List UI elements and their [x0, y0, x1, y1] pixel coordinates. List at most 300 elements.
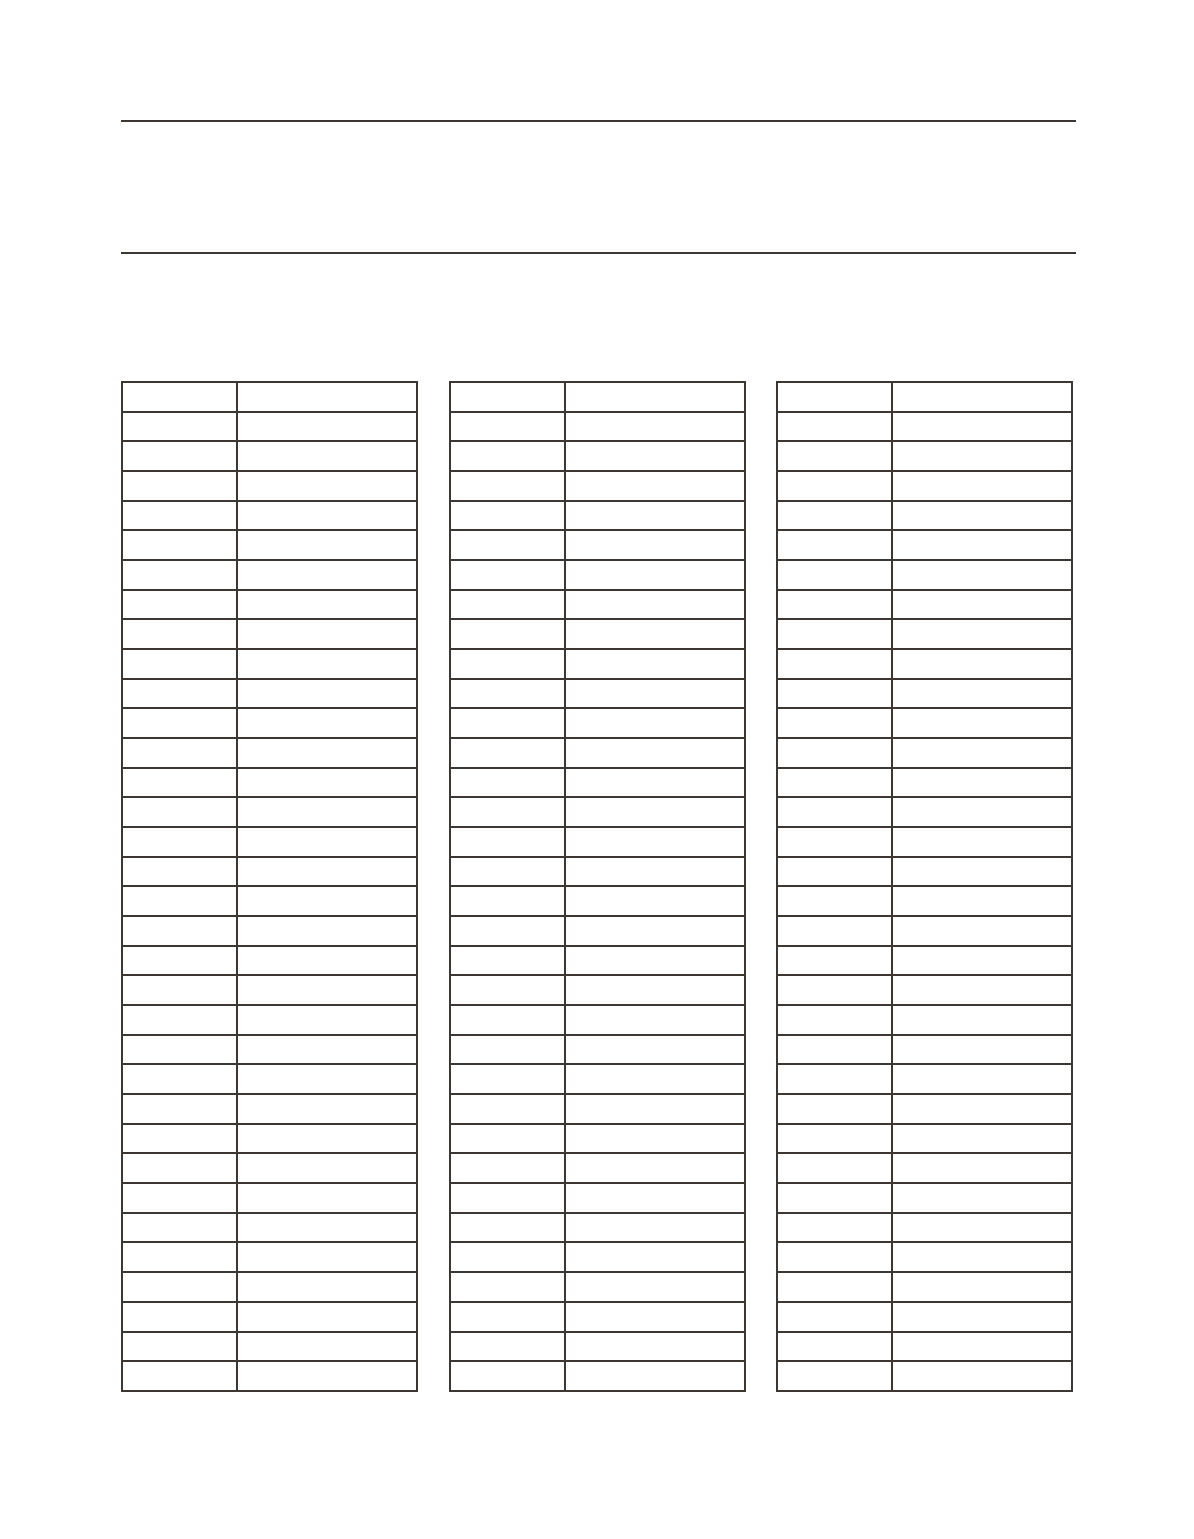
table-cell [122, 1183, 237, 1213]
table-cell [565, 886, 745, 916]
table-row [450, 382, 745, 412]
table-cell [450, 1242, 565, 1272]
table-row [122, 1183, 417, 1213]
table-cell [892, 1035, 1072, 1065]
table-row [450, 857, 745, 887]
table-cell [450, 946, 565, 976]
table-cell [777, 1183, 892, 1213]
table-row [777, 501, 1072, 531]
table-cell [237, 857, 417, 887]
table-cell [565, 1183, 745, 1213]
table-row [122, 827, 417, 857]
table-row [450, 1332, 745, 1362]
table-cell [777, 797, 892, 827]
table-row [122, 501, 417, 531]
table-row [777, 1094, 1072, 1124]
table-cell [892, 1064, 1072, 1094]
table-row [450, 1035, 745, 1065]
table-body-right [777, 382, 1072, 1391]
table-cell [122, 530, 237, 560]
table-cell [892, 975, 1072, 1005]
table-cell [892, 886, 1072, 916]
table-cell [450, 738, 565, 768]
table-row [450, 1153, 745, 1183]
table-row [122, 412, 417, 442]
table-cell [450, 471, 565, 501]
table-cell [237, 1183, 417, 1213]
blank-form-table-right [776, 381, 1073, 1392]
table-cell [450, 649, 565, 679]
table-row [122, 1035, 417, 1065]
table-cell [565, 857, 745, 887]
table-row [450, 1124, 745, 1154]
table-cell [122, 738, 237, 768]
table-cell [122, 1005, 237, 1035]
table-cell [237, 1332, 417, 1362]
table-cell [892, 1094, 1072, 1124]
table-cell [122, 797, 237, 827]
table-row [777, 649, 1072, 679]
table-cell [237, 1094, 417, 1124]
table-row [122, 619, 417, 649]
table-cell [450, 1213, 565, 1243]
table-cell [122, 1213, 237, 1243]
table-row [777, 1272, 1072, 1302]
table-cell [565, 1361, 745, 1391]
table-cell [565, 1153, 745, 1183]
table-cell [450, 768, 565, 798]
table-cell [237, 441, 417, 471]
table-row [450, 827, 745, 857]
table-cell [237, 1242, 417, 1272]
table-cell [565, 1124, 745, 1154]
table-cell [565, 412, 745, 442]
table-row [122, 530, 417, 560]
table-row [122, 975, 417, 1005]
table-cell [565, 1332, 745, 1362]
table-row [122, 768, 417, 798]
table-cell [892, 708, 1072, 738]
table-row [777, 1302, 1072, 1332]
table-cell [565, 560, 745, 590]
table-row [777, 1332, 1072, 1362]
table-cell [892, 857, 1072, 887]
table-cell [122, 1242, 237, 1272]
table-row [122, 1153, 417, 1183]
table-cell [565, 679, 745, 709]
table-row [450, 441, 745, 471]
table-cell [122, 857, 237, 887]
blank-form-table-center [449, 381, 746, 1392]
table-cell [777, 1302, 892, 1332]
table-row [122, 1094, 417, 1124]
table-cell [450, 441, 565, 471]
table-cell [892, 1361, 1072, 1391]
table-cell [777, 382, 892, 412]
table-row [777, 1242, 1072, 1272]
table-cell [777, 412, 892, 442]
table-cell [122, 768, 237, 798]
table-cell [237, 1064, 417, 1094]
table-cell [565, 708, 745, 738]
table-cell [892, 738, 1072, 768]
table-row [777, 1153, 1072, 1183]
table-cell [122, 441, 237, 471]
table-row [450, 412, 745, 442]
table-row [777, 827, 1072, 857]
table-cell [450, 797, 565, 827]
table-row [777, 441, 1072, 471]
table-cell [892, 797, 1072, 827]
table-cell [777, 916, 892, 946]
table-cell [777, 1242, 892, 1272]
table-row [122, 1124, 417, 1154]
table-cell [450, 382, 565, 412]
table-cell [565, 1213, 745, 1243]
table-cell [777, 441, 892, 471]
table-row [450, 1213, 745, 1243]
table-cell [565, 649, 745, 679]
table-cell [892, 441, 1072, 471]
table-cell [777, 1094, 892, 1124]
table-row [122, 1272, 417, 1302]
table-row [450, 649, 745, 679]
table-cell [122, 1035, 237, 1065]
table-cell [892, 501, 1072, 531]
table-cell [122, 975, 237, 1005]
table-cell [450, 1035, 565, 1065]
table-row [122, 382, 417, 412]
table-cell [237, 797, 417, 827]
table-cell [122, 1064, 237, 1094]
table-cell [450, 590, 565, 620]
table-row [777, 975, 1072, 1005]
table-cell [565, 797, 745, 827]
table-cell [892, 649, 1072, 679]
table-row [450, 560, 745, 590]
table-cell [450, 1153, 565, 1183]
table-row [450, 916, 745, 946]
table-cell [237, 619, 417, 649]
table-row [450, 797, 745, 827]
table-cell [450, 1064, 565, 1094]
table-cell [565, 946, 745, 976]
table-row [450, 708, 745, 738]
table-row [122, 441, 417, 471]
table-row [450, 1183, 745, 1213]
table-row [777, 530, 1072, 560]
table-cell [565, 530, 745, 560]
table-cell [122, 916, 237, 946]
table-cell [892, 382, 1072, 412]
table-row [122, 1213, 417, 1243]
table-cell [237, 590, 417, 620]
table-cell [892, 412, 1072, 442]
table-cell [892, 530, 1072, 560]
table-cell [892, 1272, 1072, 1302]
table-row [777, 768, 1072, 798]
table-cell [892, 1124, 1072, 1154]
table-cell [450, 975, 565, 1005]
table-row [122, 886, 417, 916]
table-cell [777, 886, 892, 916]
table-cell [892, 560, 1072, 590]
table-row [777, 916, 1072, 946]
table-cell [122, 1153, 237, 1183]
table-cell [892, 827, 1072, 857]
table-cell [122, 1272, 237, 1302]
table-cell [892, 1332, 1072, 1362]
table-row [777, 382, 1072, 412]
table-cell [892, 1213, 1072, 1243]
table-cell [122, 946, 237, 976]
table-cell [122, 1094, 237, 1124]
table-cell [122, 471, 237, 501]
table-cell [777, 1213, 892, 1243]
table-row [777, 738, 1072, 768]
table-row [777, 412, 1072, 442]
table-cell [777, 1005, 892, 1035]
table-cell [565, 738, 745, 768]
table-row [122, 916, 417, 946]
table-cell [777, 649, 892, 679]
table-cell [565, 1302, 745, 1332]
table-row [122, 1064, 417, 1094]
table-cell [565, 1242, 745, 1272]
table-row [122, 560, 417, 590]
table-cell [122, 1124, 237, 1154]
table-row [122, 708, 417, 738]
table-cell [450, 530, 565, 560]
table-cell [777, 560, 892, 590]
table-cell [565, 1094, 745, 1124]
table-row [450, 530, 745, 560]
table-row [122, 649, 417, 679]
table-cell [565, 1005, 745, 1035]
table-cell [565, 471, 745, 501]
table-cell [122, 1361, 237, 1391]
table-row [122, 738, 417, 768]
table-cell [450, 827, 565, 857]
table-row [450, 975, 745, 1005]
horizontal-rule-top [121, 120, 1076, 122]
table-cell [450, 560, 565, 590]
table-row [777, 857, 1072, 887]
table-body-center [450, 382, 745, 1391]
table-cell [450, 1124, 565, 1154]
table-row [450, 1242, 745, 1272]
table-cell [777, 590, 892, 620]
table-row [450, 471, 745, 501]
table-cell [237, 946, 417, 976]
table-cell [237, 1361, 417, 1391]
table-cell [565, 916, 745, 946]
table-cell [892, 1302, 1072, 1332]
table-row [777, 797, 1072, 827]
table-cell [777, 1124, 892, 1154]
table-cell [122, 827, 237, 857]
table-cell [565, 1064, 745, 1094]
table-cell [565, 441, 745, 471]
table-row [777, 590, 1072, 620]
table-row [450, 501, 745, 531]
table-cell [565, 827, 745, 857]
table-cell [777, 975, 892, 1005]
table-cell [450, 708, 565, 738]
table-cell [122, 412, 237, 442]
table-row [777, 619, 1072, 649]
table-cell [450, 1183, 565, 1213]
table-row [122, 857, 417, 887]
table-cell [892, 1242, 1072, 1272]
table-cell [777, 827, 892, 857]
table-cell [237, 1124, 417, 1154]
table-cell [450, 501, 565, 531]
table-row [777, 708, 1072, 738]
table-cell [237, 412, 417, 442]
table-cell [777, 768, 892, 798]
table-cell [777, 471, 892, 501]
table-row [777, 1361, 1072, 1391]
table-cell [450, 1094, 565, 1124]
table-row [777, 679, 1072, 709]
table-cell [565, 382, 745, 412]
table-cell [892, 619, 1072, 649]
table-cell [565, 619, 745, 649]
table-cell [237, 1035, 417, 1065]
table-cell [122, 679, 237, 709]
table-cell [892, 679, 1072, 709]
table-cell [777, 1361, 892, 1391]
table-cell [237, 886, 417, 916]
table-cell [892, 1005, 1072, 1035]
table-cell [892, 590, 1072, 620]
table-cell [892, 946, 1072, 976]
table-cell [122, 501, 237, 531]
table-cell [892, 1153, 1072, 1183]
table-row [450, 1005, 745, 1035]
table-cell [450, 1332, 565, 1362]
table-row [122, 1361, 417, 1391]
table-row [122, 471, 417, 501]
table-cell [122, 382, 237, 412]
table-cell [237, 471, 417, 501]
table-row [450, 619, 745, 649]
table-cell [565, 768, 745, 798]
table-row [450, 946, 745, 976]
table-cell [565, 975, 745, 1005]
table-cell [237, 530, 417, 560]
table-row [777, 1035, 1072, 1065]
table-cell [450, 916, 565, 946]
table-row [450, 768, 745, 798]
table-row [450, 886, 745, 916]
table-cell [777, 501, 892, 531]
table-cell [450, 1302, 565, 1332]
table-row [777, 560, 1072, 590]
table-cell [777, 1153, 892, 1183]
table-row [122, 679, 417, 709]
table-cell [565, 1035, 745, 1065]
table-cell [565, 590, 745, 620]
table-cell [237, 1153, 417, 1183]
table-cell [777, 738, 892, 768]
table-cell [237, 1005, 417, 1035]
table-cell [777, 1064, 892, 1094]
table-cell [122, 886, 237, 916]
table-cell [777, 619, 892, 649]
table-row [777, 471, 1072, 501]
table-cell [122, 619, 237, 649]
table-cell [237, 916, 417, 946]
table-row [122, 1302, 417, 1332]
table-cell [892, 768, 1072, 798]
table-cell [450, 412, 565, 442]
table-cell [122, 590, 237, 620]
table-cell [122, 560, 237, 590]
table-cell [777, 679, 892, 709]
table-cell [237, 768, 417, 798]
table-cell [892, 1183, 1072, 1213]
table-row [777, 946, 1072, 976]
table-cell [122, 708, 237, 738]
table-cell [237, 1302, 417, 1332]
table-row [450, 1064, 745, 1094]
table-row [450, 1094, 745, 1124]
table-cell [122, 649, 237, 679]
table-cell [777, 530, 892, 560]
table-cell [777, 1332, 892, 1362]
table-cell [777, 857, 892, 887]
table-cell [237, 1213, 417, 1243]
table-cell [237, 382, 417, 412]
table-cell [565, 501, 745, 531]
table-cell [450, 886, 565, 916]
table-row [122, 590, 417, 620]
table-row [450, 679, 745, 709]
table-row [450, 590, 745, 620]
table-cell [450, 857, 565, 887]
table-cell [565, 1272, 745, 1302]
table-row [122, 1005, 417, 1035]
table-cell [777, 708, 892, 738]
table-row [122, 797, 417, 827]
table-cell [237, 738, 417, 768]
table-row [450, 1361, 745, 1391]
table-cell [450, 1005, 565, 1035]
table-cell [777, 946, 892, 976]
table-cell [237, 1272, 417, 1302]
table-row [777, 1213, 1072, 1243]
table-row [450, 738, 745, 768]
table-cell [122, 1302, 237, 1332]
table-cell [237, 501, 417, 531]
table-row [122, 1332, 417, 1362]
table-cell [450, 619, 565, 649]
table-body-left [122, 382, 417, 1391]
table-cell [237, 649, 417, 679]
table-cell [237, 975, 417, 1005]
table-row [122, 1242, 417, 1272]
table-cell [237, 827, 417, 857]
table-row [777, 1005, 1072, 1035]
table-row [450, 1272, 745, 1302]
table-row [777, 886, 1072, 916]
horizontal-rule-second [121, 252, 1076, 254]
table-cell [450, 1361, 565, 1391]
table-cell [237, 560, 417, 590]
table-row [777, 1064, 1072, 1094]
